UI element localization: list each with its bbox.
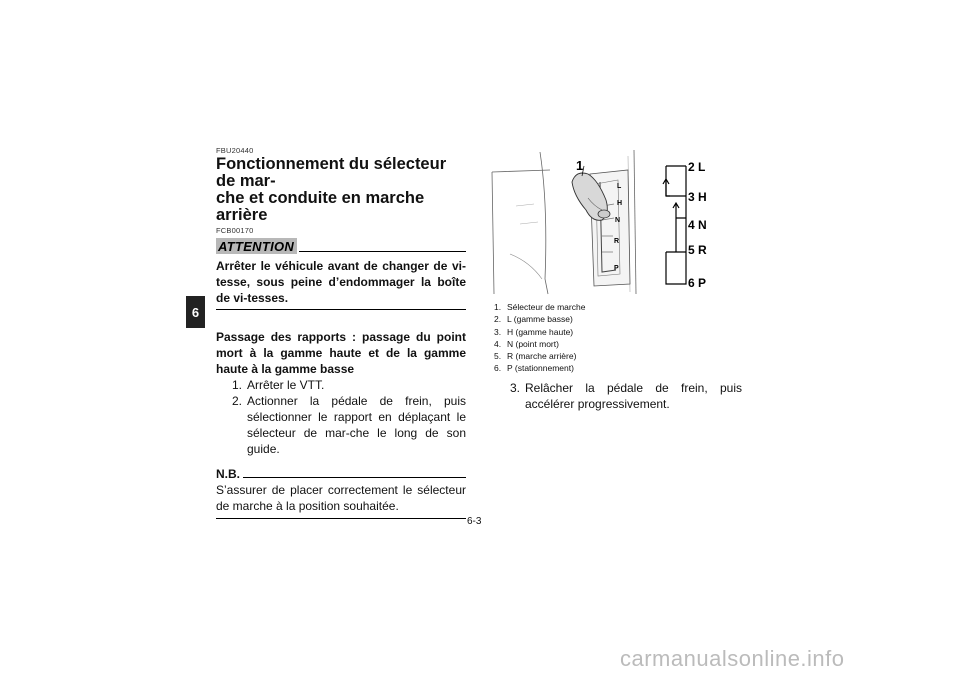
step-text: Actionner la pédale de frein, puis sélectionner le rapport en déplaçant le sélecteur de mar-che le long de son guide. — [247, 394, 466, 456]
page-number: 6-3 — [467, 516, 482, 527]
legend-item — [494, 313, 585, 325]
legend-number: 3. — [494, 326, 502, 337]
legend-text: L (gamme basse) — [507, 314, 573, 325]
gate-letter: R — [614, 238, 620, 245]
gear-selector-illustration — [490, 144, 720, 296]
legend-number: 4. — [494, 338, 502, 349]
legend-text: N (point mort) — [507, 338, 559, 349]
callout-number: 1 — [576, 158, 584, 173]
legend-item — [494, 326, 585, 338]
step-item — [494, 380, 742, 412]
position-label: 4 N — [688, 218, 707, 232]
position-label: 3 H — [688, 190, 707, 204]
step-number: 1. — [231, 378, 242, 392]
subheading: Passage des rapports : passage du point mort à la gamme haute et de la gamme haute à la gamme basse — [216, 330, 466, 376]
legend-item — [494, 301, 585, 313]
section-title-line2: che et conduite en marche arrière — [216, 189, 425, 224]
step-item — [216, 377, 466, 393]
attention-code: FCB00170 — [216, 226, 254, 235]
section-title — [216, 156, 466, 224]
legend-item — [494, 338, 585, 350]
step-text: Arrêter le VTT. — [247, 378, 325, 392]
section-code: FBU20440 — [216, 146, 254, 155]
gate-letter: P — [614, 265, 619, 272]
watermark: carmanualsonline.info — [620, 646, 845, 671]
steps-list — [216, 377, 466, 457]
position-label: 5 R — [688, 243, 707, 257]
step-item — [216, 393, 466, 457]
legend-text: P (stationnement) — [507, 363, 574, 374]
gate-letter: H — [617, 200, 623, 207]
legend-item — [494, 350, 585, 362]
legend-text: H (gamme haute) — [507, 326, 574, 337]
step-number: 3. — [509, 381, 520, 395]
attention-end-rule — [216, 309, 466, 310]
gate-letter: N — [615, 217, 621, 224]
legend-number: 5. — [494, 351, 502, 362]
note-end-rule — [216, 518, 466, 519]
legend-number: 6. — [494, 363, 502, 374]
step-text: Relâcher la pédale de frein, puis accélérer progressivement. — [525, 381, 742, 411]
legend-text: R (marche arrière) — [507, 351, 577, 362]
attention-text: Arrêter le véhicule avant de changer de vi-tesse, sous peine d’endommager la boîte de vi-tesses. — [216, 259, 466, 305]
note-header — [216, 467, 466, 481]
note-text: S’assurer de placer correctement le sélecteur de marche à la position souhaitée. — [216, 483, 466, 513]
section-title-line1: Fonctionnement du sélecteur de mar- — [216, 155, 447, 190]
position-label: 6 P — [688, 276, 707, 290]
note-rule — [243, 477, 466, 478]
legend-number: 1. — [494, 302, 502, 312]
legend-number: 2. — [494, 314, 502, 325]
left-column — [216, 146, 466, 519]
position-label: 2 L — [688, 160, 706, 174]
attention-header — [216, 238, 466, 254]
gate-letter: L — [617, 183, 622, 190]
chapter-tab: 6 — [186, 296, 205, 328]
legend-text: Sélecteur de marche — [507, 302, 586, 312]
attention-rule — [299, 251, 466, 252]
attention-badge: ATTENTION — [216, 238, 297, 254]
note-label: N.B. — [216, 467, 240, 481]
step-number: 2. — [231, 394, 242, 408]
up-arrow-icon — [673, 203, 679, 218]
legend-item — [494, 362, 585, 374]
figure-legend — [494, 301, 585, 375]
